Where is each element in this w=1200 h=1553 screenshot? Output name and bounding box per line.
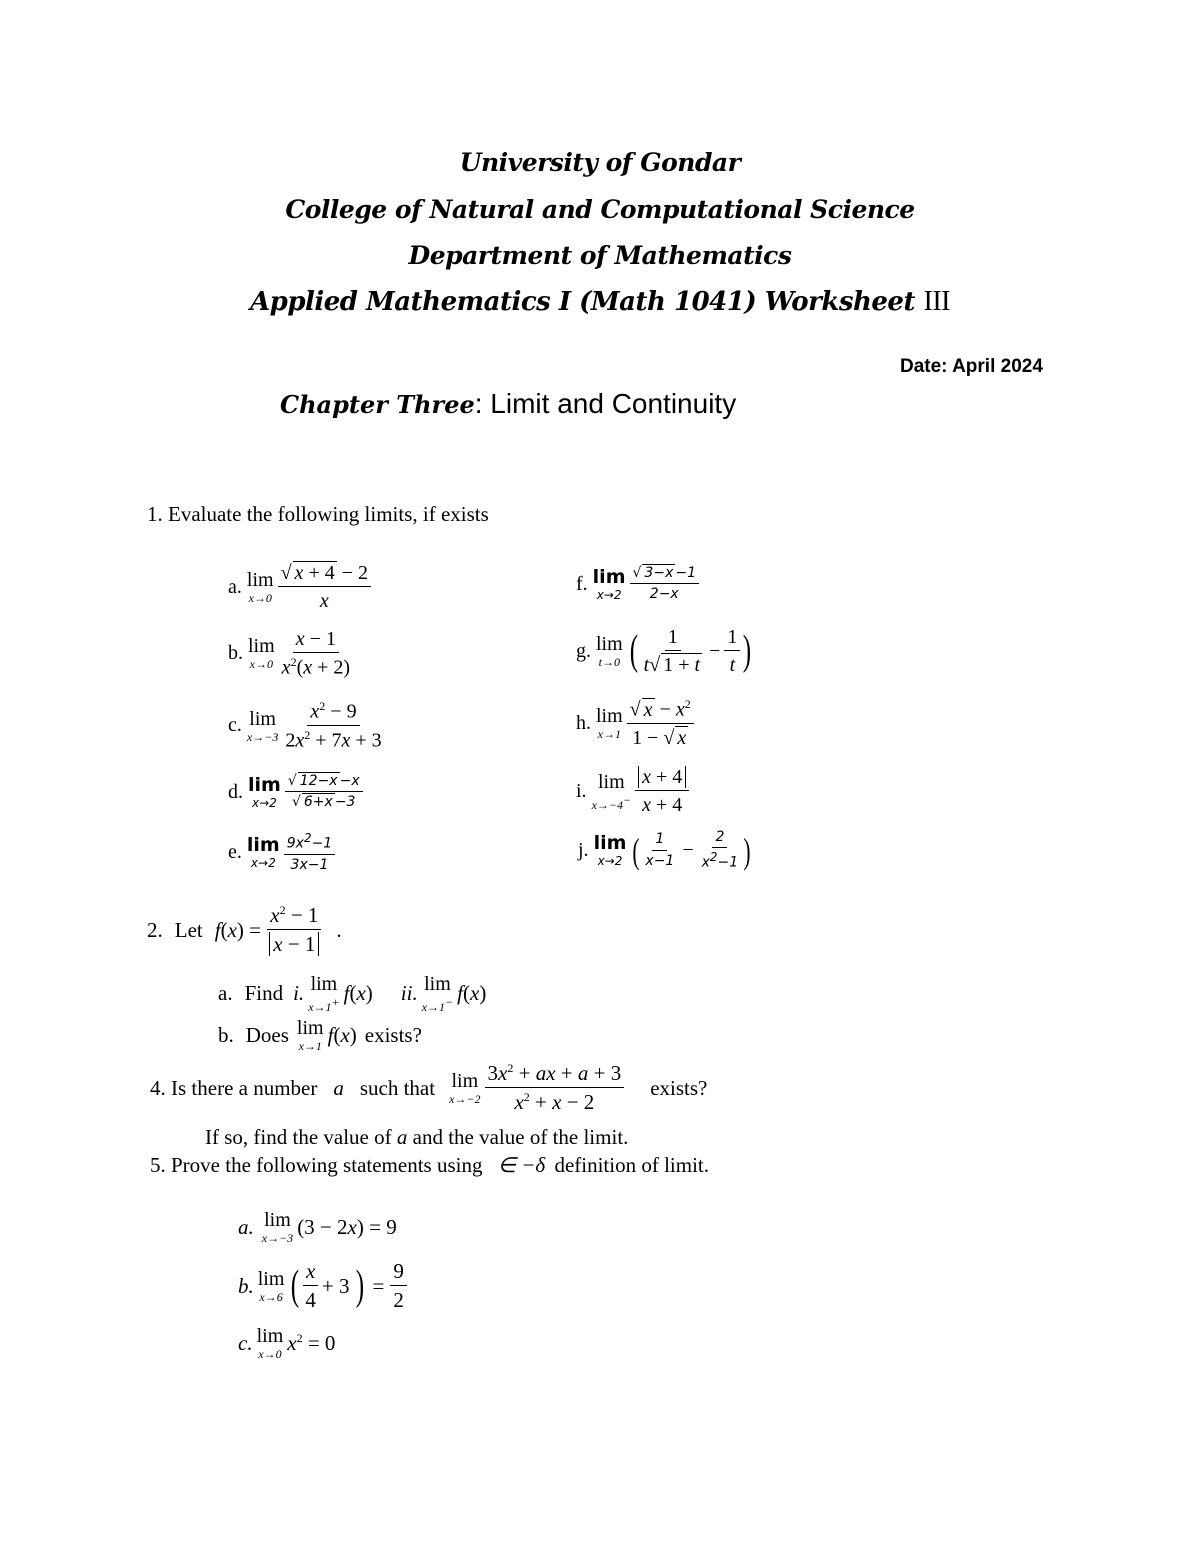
q2-find: Find <box>244 981 284 1005</box>
q5-label-c: c. <box>238 1330 253 1355</box>
q1-label-b: b. <box>228 641 243 664</box>
q4-text: 4. Is there a number <box>150 1075 318 1100</box>
q1-item-c: c. lim x→−3 $\frac{x^2 - 9}{2x^2 + 7x + 3}$ <box>228 699 382 752</box>
q1-item-e: e. lim x→2 $\frac{9x^2-1}{3x-1}$ <box>228 832 335 873</box>
q2-ii-label: ii. <box>400 981 418 1005</box>
university-title: University of Gondar <box>459 148 741 177</box>
q4-line2a: If so, find the value of <box>205 1125 392 1149</box>
q1-label-h: h. <box>576 711 591 734</box>
q1-item-g: g. lim t→0 ( $\frac{1}{t√ 1 + t}$ − $\frac{1}{t}$ ) <box>576 626 752 676</box>
q5-label-b: b. <box>238 1273 254 1298</box>
q2-part-a: a. Find i. lim x→1+ f(x) ii. lim x→1− f(x) <box>218 973 487 1014</box>
course-title <box>0 286 1200 318</box>
q1-item-b: b. lim x→0 $\frac{x - 1}{x^2(x + 2)}$ <box>228 628 351 679</box>
q4-line-2: If so, find the value of a and the value of the limit. <box>205 1125 629 1149</box>
q2-i-label: i. <box>293 981 305 1005</box>
chapter-name: Chapter Three <box>280 390 475 419</box>
q1-label-e: e. <box>228 841 242 864</box>
q1-label-a: a. <box>228 575 242 598</box>
q1-item-j: j. lim x→2 ( $\frac{1}{x-1}$ − $\frac{2}{x^2-1}$ ) <box>578 829 751 872</box>
q1-label-f: f. <box>576 572 588 595</box>
q5-item-a: a. lim x→−3 (3 − 2x) = 9 <box>238 1209 397 1245</box>
q1-label-j: j. <box>578 839 589 862</box>
college-title: College of Natural and Computational Science <box>285 195 915 224</box>
chapter-sep: : <box>474 388 483 419</box>
chapter-title: Limit and Continuity <box>490 388 737 419</box>
q2-exists: exists? <box>364 1022 422 1047</box>
q4-exists: exists? <box>650 1075 708 1100</box>
q1-item-a: a. lim x→0 $\frac{√ x + 4 - 2}{x}$ <box>228 562 371 612</box>
q2-number: 2. <box>147 917 163 942</box>
q2-a-label: a. <box>218 981 233 1005</box>
q5-label-a: a. <box>238 1214 254 1239</box>
question-2: 2. Let f(x) = $\frac{x^2 - 1}{x - 1}$ . <box>147 903 342 957</box>
q1-label-g: g. <box>576 639 591 662</box>
q1-label-c: c. <box>228 714 242 737</box>
q1-item-i: i. lim x→−4− $\frac{x + 4}{x + 4}$ <box>576 766 689 816</box>
q4-line2b: and the value of the limit. <box>412 1125 629 1149</box>
q5-eps-delta: ∈ −δ <box>497 1153 546 1177</box>
question-5 <box>150 1153 709 1178</box>
q4-such-that: such that <box>359 1075 436 1100</box>
question-1-text: 1. Evaluate the following limits, if exists <box>147 502 489 526</box>
q1-item-h: h. lim x→1 $\frac{√ x - x^2}{1 - √ x}$ <box>576 698 694 749</box>
q2-b-label: b. <box>218 1022 234 1047</box>
chapter-heading <box>280 388 736 420</box>
question-4: 4. Is there a number a such that lim x→−2 $\frac{3x^2 + ax + a + 3}{x^2 + x - 2}$ exists? <box>150 1061 708 1115</box>
q5-text: 5. Prove the following statements using <box>150 1153 483 1177</box>
q1-label-i: i. <box>576 779 587 802</box>
q1-label-d: d. <box>228 780 243 803</box>
course-prefix: Applied Mathematics I (Math 1041) Worksheet <box>249 287 915 317</box>
q5-item-b: b. lim x→6 ( $\frac{x}{4}$ + 3 ) = $\frac{9}{2}$ <box>238 1260 407 1312</box>
q2-part-b: b. Does lim x→1 f(x) exists? <box>218 1017 422 1053</box>
q2-does: Does <box>245 1022 289 1047</box>
q5-item-c: c. lim x→0 $x^2 = 0$ <box>238 1325 336 1361</box>
course-suffix: III <box>923 286 951 317</box>
q1-item-d: d. lim x→2 $\frac{√ 12-x -x}{√ 6+x -3}$ <box>228 774 363 811</box>
q2-let: Let <box>174 917 203 942</box>
department-title: Department of Mathematics <box>408 241 792 270</box>
q1-item-f: f. lim x→2 $\frac{√ 3-x -1}{2-x}$ <box>576 566 699 603</box>
q5-tail: definition of limit. <box>554 1153 710 1177</box>
date-label: Date: April 2024 <box>900 356 1043 377</box>
